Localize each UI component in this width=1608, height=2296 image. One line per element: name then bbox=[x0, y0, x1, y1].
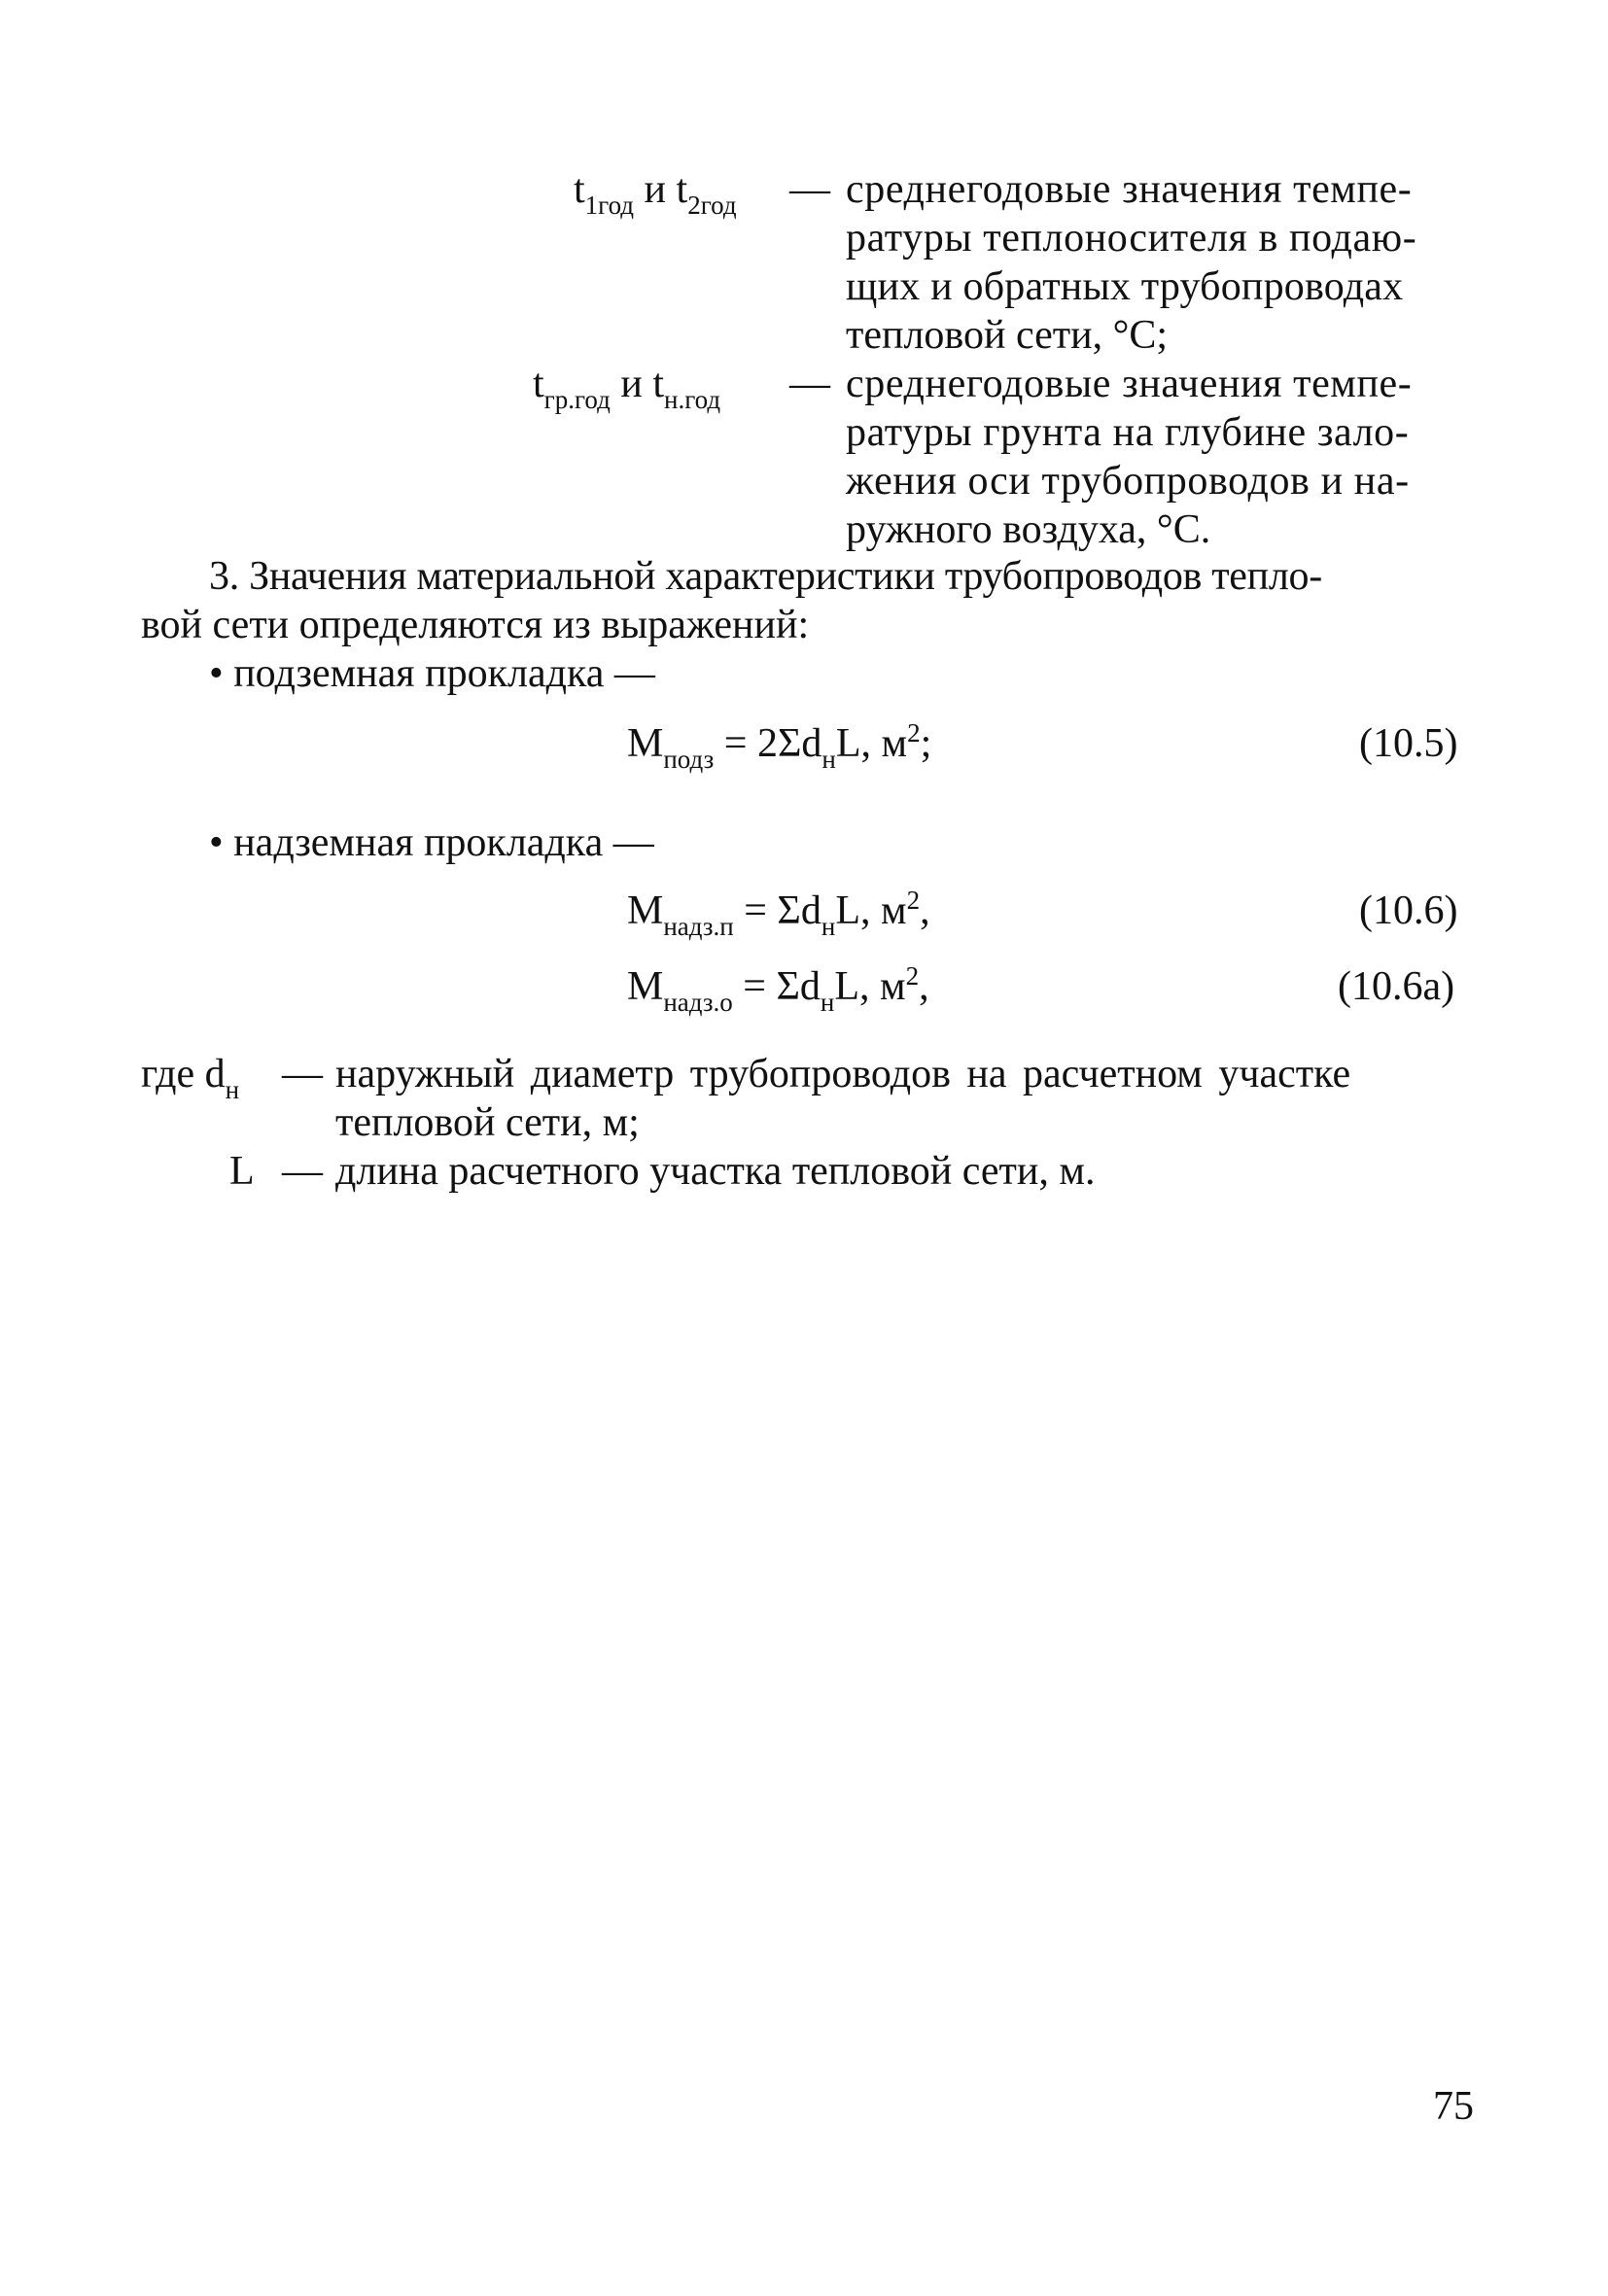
definition-text: наружный диаметр трубопроводов на расчетном участке тепловой сети, м; bbox=[335, 1052, 1351, 1145]
definition-dash: — bbox=[789, 362, 830, 406]
formula-number: (10.6) bbox=[1359, 888, 1458, 933]
page-number: 75 bbox=[1433, 2084, 1474, 2129]
formula-10-6a: $M_{надз.о} = \Sigma d_нL$, $м^2$, bbox=[627, 961, 929, 1017]
definition-term: $t_{1год}$ и $t_{2год}$ bbox=[574, 167, 737, 220]
formula-10-6: $M_{надз.п} = \Sigma d_нL$, $м^2$, bbox=[627, 886, 930, 941]
definition-text: длина расчетного участка тепловой сети, м. bbox=[335, 1149, 1096, 1194]
definition-term: где $d_н$ bbox=[141, 1052, 240, 1104]
bullet-underground: • подземная прокладка — bbox=[209, 651, 655, 696]
definition-term: L bbox=[229, 1149, 255, 1194]
definition-dash: — bbox=[282, 1149, 323, 1194]
definition-term: $t_{гр.год}$ и $t_{н.год}$ bbox=[533, 362, 721, 414]
definition-dash: — bbox=[789, 167, 830, 212]
bullet-aboveground: • надземная прокладка — bbox=[209, 820, 654, 865]
formula-number: (10.6а) bbox=[1338, 964, 1455, 1009]
formula-10-5: $M_{подз} = 2\Sigma d_нL$, $м^2$; bbox=[627, 718, 932, 774]
definition-text: среднегодовые значения темпе- ратуры теплоносителя в подаю- щих и обратных трубопроводах тепловой сети, °С; bbox=[846, 167, 1417, 358]
formula-number: (10.5) bbox=[1359, 721, 1458, 766]
definition-text: среднегодовые значения темпе- ратуры грунта на глубине зало- жения оси трубопроводов и на- ружного воздуха, °С. bbox=[846, 362, 1413, 552]
definition-dash: — bbox=[282, 1052, 323, 1096]
paragraph-3-line-1: 3. Значения материальной характеристики трубопроводов тепло- bbox=[209, 554, 1322, 599]
paragraph-3-line-2: вой сети определяются из выражений: bbox=[141, 603, 810, 647]
